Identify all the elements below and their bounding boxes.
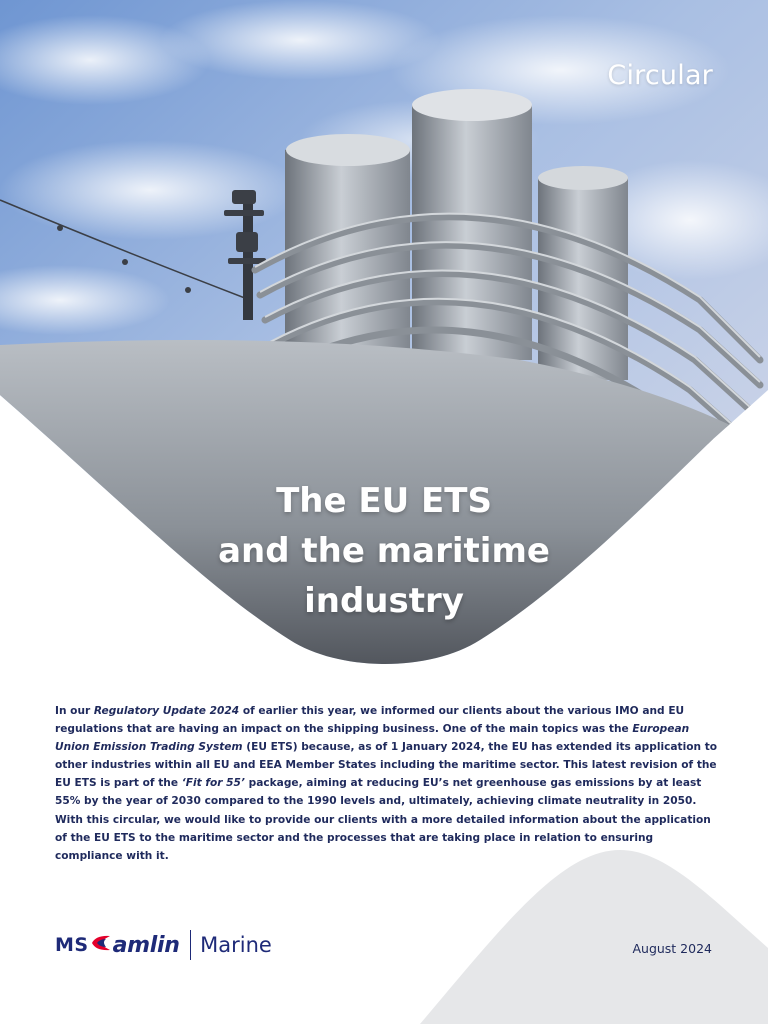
ms-amlin-logo-mark-icon (90, 934, 112, 956)
title-line-3: industry (304, 581, 464, 621)
intro-emphasis-regulatory-update: Regulatory Update 2024 (93, 705, 240, 717)
intro-text-3: (EU ETS) because, as of 1 January 2024, the EU has extended its application to other industries within all EU and EEA Member States including the maritime sector. This latest revision of the EU ETS is part of the (55, 741, 718, 790)
logo-amlin-text: amlin (112, 932, 180, 958)
intro-emphasis-eu-ets: European Union Emission Trading System (55, 723, 690, 754)
logo-divider (190, 930, 192, 960)
title-line-2: and the maritime (218, 531, 550, 571)
intro-text-2: of earlier this year, we informed our clients about the various IMO and EU regulations that are having an impact on the shipping business. One of the main topics was the (55, 705, 685, 736)
logo-ms-text: MS (55, 934, 89, 956)
publication-date: August 2024 (632, 941, 712, 956)
document-type-label: Circular (607, 60, 713, 91)
intro-text-4: package, aiming at reducing EU’s net greenhouse gas emissions by at least 55% by the year of 2030 compared to the 1990 levels and, ultimately, achieving climate neutrality in 2050. With this circular, we would like to provide our clients with a more detailed information about the application of the EU ETS to the maritime sector and the processes that are taking place in relation to ensuring compliance with it. (55, 777, 711, 862)
intro-text-1: In our (55, 705, 94, 717)
company-logo (55, 927, 272, 963)
intro-emphasis-fit-for-55: ‘Fit for 55’ (181, 777, 245, 790)
division-name: Marine (200, 933, 272, 957)
page-title (0, 476, 768, 626)
title-line-1: The EU ETS (276, 481, 492, 521)
